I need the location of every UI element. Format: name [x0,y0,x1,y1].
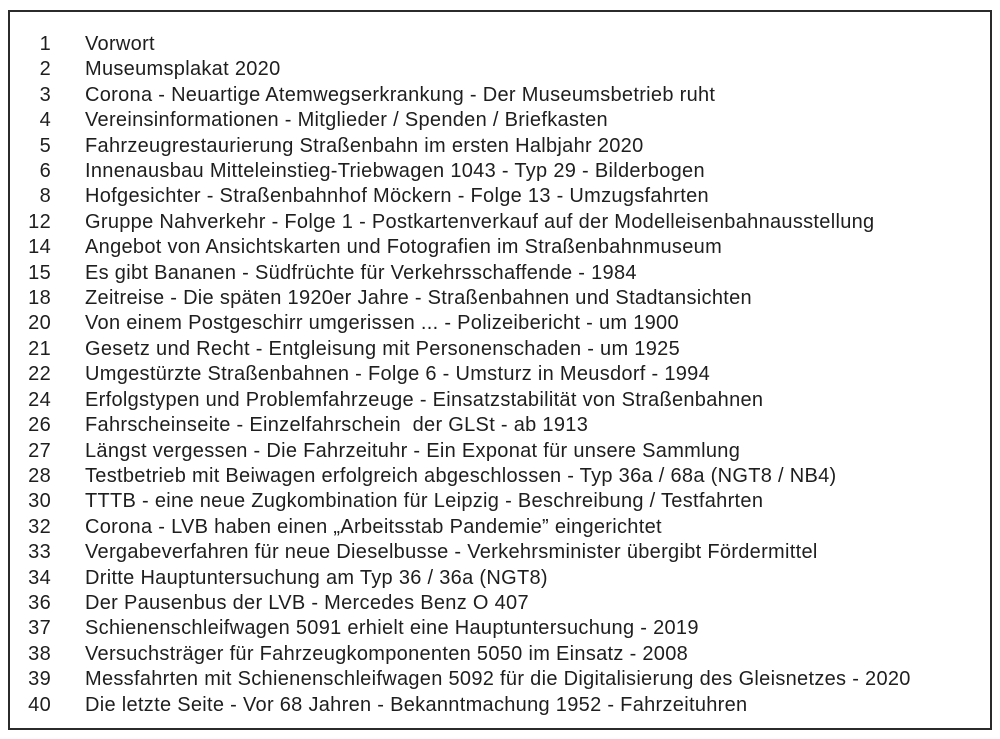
toc-entry-title: Museumsplakat 2020 [85,58,281,81]
toc-entry-title: Corona - Neuartige Atemwegserkrankung - Der Museumsbetrieb ruht [85,83,716,106]
toc-row [10,108,990,133]
toc-row [10,489,990,514]
toc-entry-title: Von einem Postgeschirr umgerissen ... - Polizeibericht - um 1900 [85,312,679,335]
toc-row [10,159,990,184]
toc-page-number: 21 [28,337,51,360]
toc-page-number: 26 [28,414,51,437]
toc-page-number: 2 [39,58,51,81]
toc-row [10,693,990,718]
toc-page-number: 4 [39,109,51,132]
toc-page-number: 27 [28,439,51,462]
toc-row [10,57,990,82]
toc-page-number: 38 [28,642,51,665]
toc-row [10,515,990,540]
toc-entry-title: Fahrzeugrestaurierung Straßenbahn im ersten Halbjahr 2020 [85,134,644,157]
toc-page-number: 22 [28,363,51,386]
toc-entry-title: Zeitreise - Die späten 1920er Jahre - Straßenbahnen und Stadtansichten [85,287,752,310]
toc-page-number: 14 [28,236,51,259]
toc-entry-title: Vorwort [85,33,155,55]
toc-page-number: 37 [28,617,51,640]
toc-row [10,413,990,438]
toc-row [10,134,990,159]
toc-entry-title: Dritte Hauptuntersuchung am Typ 36 / 36a (NGT8) [85,566,548,589]
toc-row [10,184,990,209]
toc-entry-title: Fahrscheinseite - Einzelfahrschein der GLSt - ab 1913 [85,414,589,437]
toc-entry-title: Es gibt Bananen - Südfrüchte für Verkehrsschaffende - 1984 [85,261,637,284]
toc-page-number: 40 [28,693,51,716]
toc-entry-title: Vereinsinformationen - Mitglieder / Spenden / Briefkasten [85,109,608,132]
toc-entry-title: Erfolgstypen und Problemfahrzeuge - Einsatzstabilität von Straßenbahnen [85,388,764,411]
toc-page-number: 32 [28,515,51,538]
toc-row [10,591,990,616]
toc-page-number: 6 [39,160,51,183]
toc-entry-title: Gesetz und Recht - Entgleisung mit Personenschaden - um 1925 [85,337,680,360]
toc-row [10,210,990,235]
toc-row [10,235,990,260]
toc-row [10,83,990,108]
toc-page-number: 39 [28,668,51,691]
toc-page-number: 1 [39,33,51,55]
toc-entry-title: Die letzte Seite - Vor 68 Jahren - Bekanntmachung 1952 - Fahrzeituhren [85,693,748,716]
toc-entry-title: Gruppe Nahverkehr - Folge 1 - Postkartenverkauf auf der Modelleisenbahnausstellung [85,210,875,233]
toc-row [10,540,990,565]
toc-row [10,362,990,387]
toc-row [10,261,990,286]
toc-row [10,337,990,362]
toc-row [10,388,990,413]
toc-page-number: 15 [28,261,51,284]
toc-page-number: 30 [28,490,51,513]
toc-entry-title: Angebot von Ansichtskarten und Fotografien im Straßenbahnmuseum [85,236,723,259]
toc-list [10,12,990,718]
toc-page-number: 28 [28,464,51,487]
toc-entry-title: Der Pausenbus der LVB - Mercedes Benz O 407 [85,591,529,614]
toc-entry-title: Versuchsträger für Fahrzeugkomponenten 5050 im Einsatz - 2008 [85,642,689,665]
toc-entry-title: Hofgesichter - Straßenbahnhof Möckern - Folge 13 - Umzugsfahrten [85,185,709,208]
toc-entry-title: Umgestürzte Straßenbahnen - Folge 6 - Umsturz in Meusdorf - 1994 [85,363,711,386]
toc-entry-title: Testbetrieb mit Beiwagen erfolgreich abgeschlossen - Typ 36a / 68a (NGT8 / NB4) [85,464,837,487]
toc-entry-title: Innenausbau Mitteleinstieg-Triebwagen 1043 - Typ 29 - Bilderbogen [85,160,705,183]
toc-page-number: 12 [28,210,51,233]
toc-page-number: 20 [28,312,51,335]
toc-row [10,667,990,692]
toc-page-number: 5 [39,134,51,157]
toc-page-number: 18 [28,287,51,310]
toc-row [10,464,990,489]
toc-row [10,616,990,641]
toc-page-number: 8 [39,185,51,208]
toc-entry-title: Schienenschleifwagen 5091 erhielt eine Hauptuntersuchung - 2019 [85,617,699,640]
toc-row [10,642,990,667]
toc-page-number: 3 [39,83,51,106]
toc-row [10,32,990,57]
toc-row [10,439,990,464]
toc-entry-title: Vergabeverfahren für neue Dieselbusse - Verkehrsminister übergibt Fördermittel [85,541,818,564]
toc-entry-title: TTTB - eine neue Zugkombination für Leipzig - Beschreibung / Testfahrten [85,490,764,513]
toc-page-number: 36 [28,591,51,614]
toc-page-number: 34 [28,566,51,589]
toc-entry-title: Messfahrten mit Schienenschleifwagen 5092 für die Digitalisierung des Gleisnetzes - 2020 [85,668,911,691]
toc-entry-title: Corona - LVB haben einen „Arbeitsstab Pandemie” eingerichtet [85,515,662,538]
page-border-frame [8,10,992,730]
toc-row [10,286,990,311]
toc-entry-title: Längst vergessen - Die Fahrzeituhr - Ein Exponat für unsere Sammlung [85,439,741,462]
toc-row [10,566,990,591]
toc-page-number: 24 [28,388,51,411]
toc-page-number: 33 [28,541,51,564]
toc-row [10,311,990,336]
